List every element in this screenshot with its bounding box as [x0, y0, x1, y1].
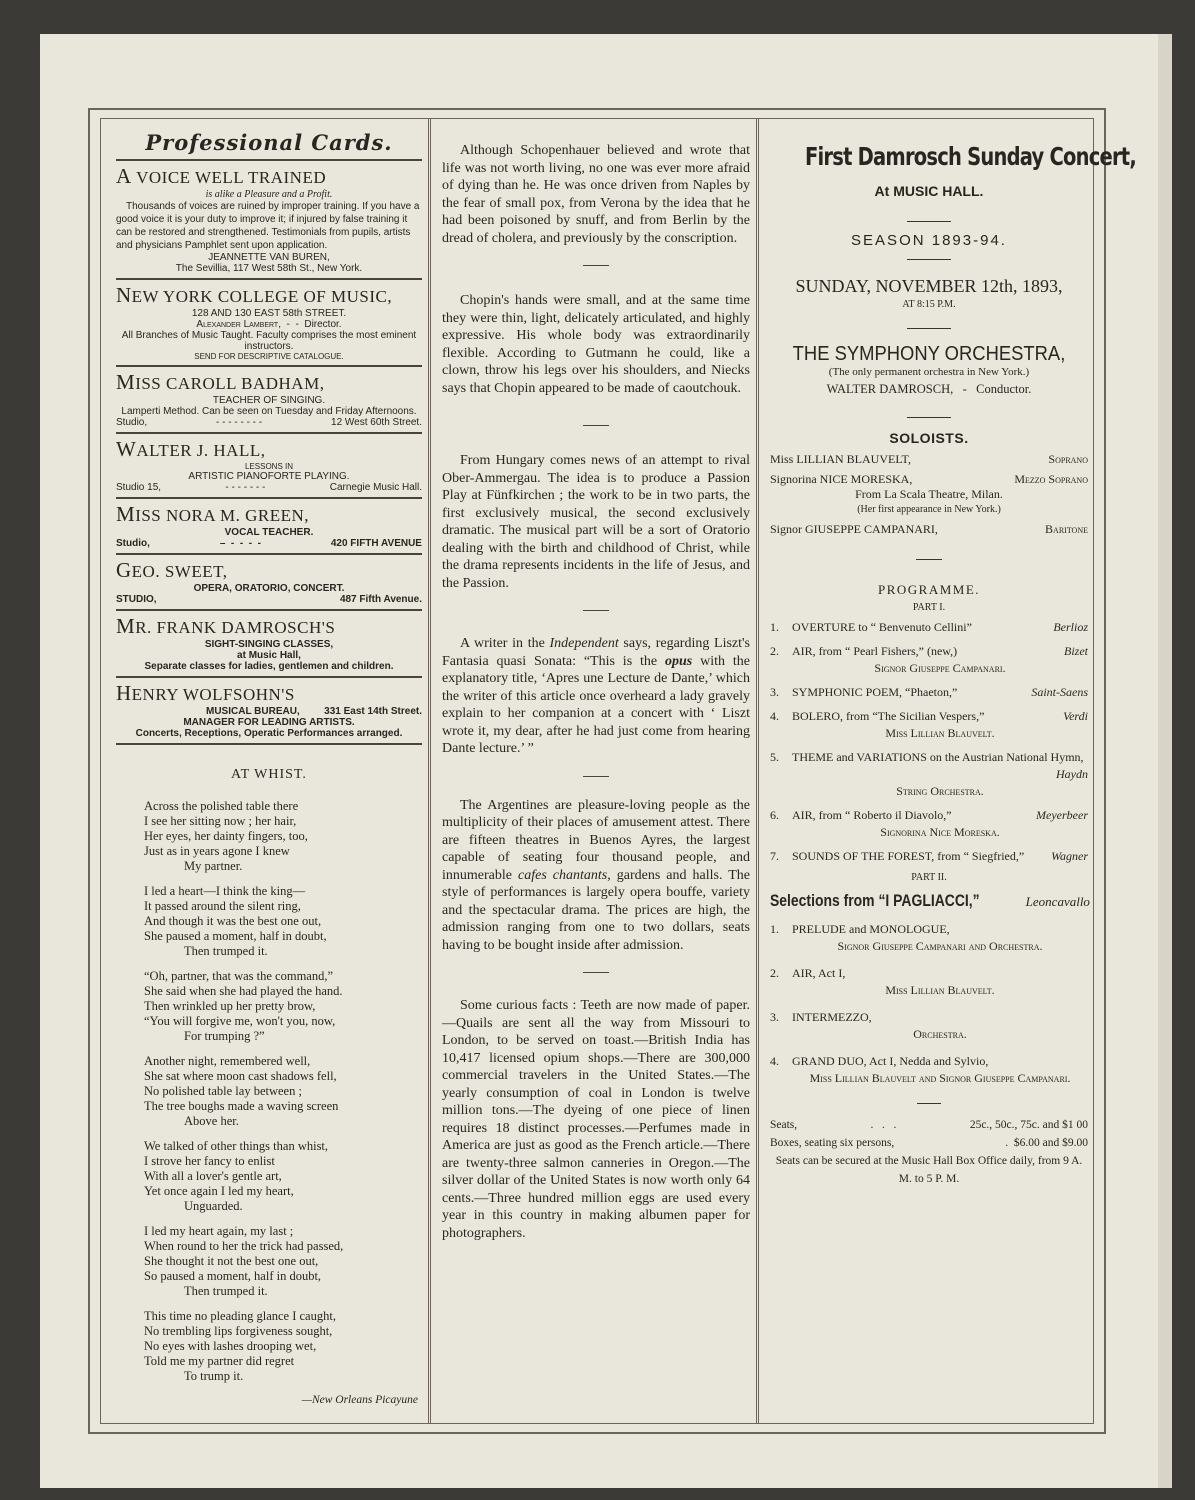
item-text: GRAND DUO, Act I, Nedda and Sylvio, Miss Lillian Blauvelt and Signor Giuseppe Campanari. — [792, 1053, 1088, 1087]
rule — [907, 259, 951, 260]
programme-heading: PROGRAMME. — [877, 582, 981, 597]
rule — [907, 417, 951, 418]
card-address: 128 AND 130 EAST 58th STREET. — [191, 308, 347, 319]
card-nycm — [116, 280, 422, 367]
poem-line: No eyes with lashes drooping wet, — [144, 1339, 317, 1353]
item-performer: Miss Lillian Blauvelt. — [885, 726, 995, 740]
card-body: Thousands of voices are ruined by improper training. If you have a good voice it is your duty to improve it; if injured by false training it can be restored and strengthened. Testimonials from pupils, artists and physicians Pamphlet sent upon application. — [116, 201, 420, 251]
poem-line: No trembling lips forgiveness sought, — [144, 1324, 333, 1338]
poem-line: Another night, remembered well, — [144, 1054, 311, 1068]
item-composer: Bizet — [1064, 644, 1088, 658]
poem-line: To trump it. — [184, 1369, 244, 1383]
programme-part-one — [770, 619, 1088, 865]
poem-line: We talked of other things than whist, — [144, 1139, 329, 1153]
card-studio-row: STUDIO, 487 Fifth Avenue. — [116, 594, 422, 605]
poem-line: I led a heart—I think the king— — [144, 884, 306, 898]
box-office: Seats can be secured at the Music Hall Box Office daily, from 9 A. M. to 5 P. M. — [775, 1155, 1083, 1185]
programme-item — [770, 965, 1088, 999]
item-number: 4. — [770, 1054, 779, 1068]
column-professional-cards — [116, 122, 422, 1406]
poem-credit: —New Orleans Picayune — [301, 1394, 418, 1406]
card-line: MUSICAL BUREAU, 331 East 14th Street. — [206, 706, 422, 717]
card-contact: JEANNETTE VAN BUREN, — [208, 252, 330, 263]
separator — [583, 972, 609, 973]
card-studio-row: Studio, - - - - - - - - 12 West 60th Street. — [116, 417, 422, 428]
column-divider-right — [756, 118, 759, 1424]
poem-line: So paused a moment, half in doubt, — [144, 1269, 322, 1283]
card-line: MANAGER FOR LEADING ARTISTS. — [183, 717, 355, 728]
card-sweet — [116, 555, 422, 611]
card-name: MISS CAROLL BADHAM, — [116, 370, 325, 394]
card-name: WALTER J. HALL, — [116, 437, 266, 461]
soloists-heading: SOLOISTS. — [889, 430, 969, 446]
item-text: SOUNDS OF THE FOREST, from “ Siegfried,” Wagner — [792, 849, 1088, 863]
soloist-1: Miss LILLIAN BLAUVELT, Soprano — [770, 452, 1088, 466]
column-articles — [442, 142, 750, 1242]
card-studio-row: Studio, – - - - - 420 FIFTH AVENUE — [116, 538, 422, 549]
poem-line: Then trumped it. — [184, 1284, 268, 1298]
article-liszt: A writer in the Independent says, regarding Liszt's Fantasia quasi Sonata: “This is the opus with the explanatory title, ‘Apres une Lecture de Dante,’ which the writer of this article once overheard a lady gravely explain to her companion at a concert with ‘ Liszt wrote it, my dear, after he had just come from hearing Dante lecture.’ ” — [442, 636, 750, 756]
programme-item — [770, 848, 1088, 865]
card-address: The Sevillia, 117 West 58th St., New York. — [175, 263, 363, 274]
item-performer: Signorina Nice Moreska. — [880, 825, 1000, 839]
item-text: PRELUDE and MONOLOGUE, Signor Giuseppe Campanari and Orchestra. — [792, 921, 1088, 955]
item-number: 1. — [770, 620, 779, 634]
seats-row: Seats, . . . 25c., 50c., 75c. and $1 00 — [770, 1119, 1088, 1131]
card-line: SIGHT-SINGING CLASSES, — [204, 639, 334, 650]
programme-item — [770, 1009, 1088, 1043]
part-one-label: PART I. — [912, 602, 946, 613]
column-program — [770, 122, 1136, 1188]
item-number: 6. — [770, 808, 779, 822]
card-hall — [116, 434, 422, 499]
poem-line: Unguarded. — [184, 1199, 243, 1213]
card-name: NEW YORK COLLEGE OF MUSIC, — [116, 283, 393, 307]
card-tagline: is alike a Pleasure and a Profit. — [205, 189, 333, 200]
card-studio-row: Studio 15, - - - - - - - Carnegie Music Hall. — [116, 482, 422, 493]
poem-stanza — [144, 1224, 422, 1299]
concert-title: First Damrosch Sunday Concert, — [804, 142, 1136, 171]
programme-item — [770, 921, 1088, 955]
item-number: 2. — [770, 644, 779, 658]
separator — [583, 265, 609, 266]
poem-line: It passed around the silent ring, — [144, 899, 301, 913]
seats-info — [770, 1116, 1088, 1188]
poem-line: She sat where moon cast shadows fell, — [144, 1069, 337, 1083]
card-line: at Music Hall, — [237, 650, 301, 661]
boxes-row: Boxes, seating six persons, . $6.00 and $9.00 — [770, 1137, 1088, 1149]
poem-line: With all a lover's gentle art, — [144, 1169, 282, 1183]
item-performer: Miss Lillian Blauvelt and Signor Giuseppe Campanari. — [809, 1071, 1071, 1085]
poem-line: Just as in years agone I knew — [144, 844, 290, 858]
item-composer: Saint-Saens — [1031, 685, 1088, 699]
poem-line: “You will forgive me, won't you, now, — [144, 1014, 336, 1028]
item-text: AIR, Act I, Miss Lillian Blauvelt. — [792, 965, 1088, 999]
poem-line: She said when she had played the hand. — [144, 984, 343, 998]
article-argentines: The Argentines are pleasure-loving people as the multiplicity of their places of amusement attest. There are fifteen theatres in Buenos Ayres, the largest capable of seating four thousand people, and innumerable cafes chantants, gardens and halls. The style of performances is largely opera bouffe, variety and the spectacular drama. The prices are high, the admission ranging from one to two dollars, seats having to be bought inside after admission. — [442, 797, 750, 953]
poem-line: Her eyes, her dainty fingers, too, — [144, 829, 308, 843]
card-green — [116, 499, 422, 555]
item-performer: Signor Giuseppe Campanari. — [874, 661, 1006, 675]
card-line: Concerts, Receptions, Operatic Performances arranged. — [135, 728, 403, 739]
item-composer: Meyerbeer — [1036, 808, 1088, 822]
item-text: THEME and VARIATIONS on the Austrian National Hymn, Haydn String Orchestra. — [792, 750, 1088, 798]
poem-line: My partner. — [184, 859, 243, 873]
poem-line: Across the polished table there — [144, 799, 299, 813]
card-name: MR. FRANK DAMROSCH'S — [116, 614, 336, 638]
card-name: HENRY WOLFSOHN'S — [116, 681, 295, 705]
poem-line: She paused a moment, half in doubt, — [144, 929, 327, 943]
rule — [916, 559, 942, 560]
programme-item — [770, 643, 1088, 677]
card-wolfsohn — [116, 678, 422, 745]
concert-date: SUNDAY, NOVEMBER 12th, 1893, — [795, 276, 1063, 296]
rule — [917, 1103, 941, 1104]
item-number: 7. — [770, 849, 779, 863]
card-line: Separate classes for ladies, gentlemen and children. — [144, 661, 394, 672]
conductor: WALTER DAMROSCH, - Conductor. — [826, 382, 1032, 396]
poem-line: I see her sitting now ; her hair, — [144, 814, 297, 828]
soloists-list — [770, 452, 1088, 537]
poem-line: Then trumped it. — [184, 944, 268, 958]
soloist-note: (Her first appearance in New York.) — [857, 504, 1001, 515]
programme-item — [770, 807, 1088, 841]
item-performer: Orchestra. — [913, 1027, 967, 1041]
poem-line: No polished table lay between ; — [144, 1084, 302, 1098]
poem-line: “Oh, partner, that was the command,” — [144, 969, 334, 983]
card-role: TEACHER OF SINGING. — [212, 395, 326, 406]
orchestra-note: (The only permanent orchestra in New York.) — [828, 366, 1030, 378]
item-number: 1. — [770, 922, 779, 936]
poem-stanza — [144, 799, 422, 874]
item-composer: Verdi — [1063, 709, 1088, 723]
part-two-label: PART II. — [911, 872, 947, 883]
item-performer: Signor Giuseppe Campanari and Orchestra. — [837, 939, 1043, 953]
separator — [583, 425, 609, 426]
soloist-2: Signorina NICE MORESKA, Mezzo Soprano — [770, 472, 1088, 486]
item-performer: Miss Lillian Blauvelt. — [885, 983, 995, 997]
item-text: SYMPHONIC POEM, “Phaeton,” Saint-Saens — [792, 685, 1088, 699]
article-curious-facts: Some curious facts : Teeth are now made of paper.—Quails are sent all the way from Missouri to London, to be served on toast.—British India has 10,417 licensed opium shops.—There are 300,000 commercial travelers in the United States.—The yearly consumption of coal in London is twelve million tons.—The dyeing of one piece of linen requires 18 distinct processes.—Perfumes made in America are just as good as the French article.—There are twenty-three salmon canneries in Oregon.—The silver dollar of the United States is now worth only 64 cents.—Three hundred million eggs are used every year in this country in making albumen paper for photographers. — [442, 998, 750, 1241]
poem-line: Then wrinkled up her pretty brow, — [144, 999, 316, 1013]
rule — [907, 221, 951, 222]
item-number: 4. — [770, 709, 779, 723]
item-performer: String Orchestra. — [896, 784, 984, 798]
programme-item — [770, 684, 1088, 701]
article-hungary: From Hungary comes news of an attempt to rival Ober-Ammergau. The idea is to produce a Passion Play at Fünfkirchen ; the work to be in two parts, the first exclusively musical, the second exclusively dramatic. The musical part will be a sort of Oratorio dealing with the birth and childhood of Christ, while the drama represents incidents in the life of Jesus, and the Passion. — [442, 453, 750, 591]
page-edge-tab — [1158, 34, 1172, 1488]
item-text: AIR, from “ Pearl Fishers,” (new,) Bizet Signor Giuseppe Campanari. — [792, 644, 1088, 675]
card-voice — [116, 159, 422, 280]
separator — [583, 776, 609, 777]
rule — [907, 328, 951, 329]
poem-stanza — [144, 1309, 422, 1384]
poem-title: AT WHIST. — [231, 767, 307, 782]
programme-part-two — [770, 921, 1088, 1087]
item-text: OVERTURE to “ Benvenuto Cellini” Berlioz — [792, 620, 1088, 634]
card-badham — [116, 367, 422, 434]
poem-line: The tree boughs made a waving screen — [144, 1099, 339, 1113]
poem-line: I led my heart again, my last ; — [144, 1224, 294, 1238]
item-composer: Berlioz — [1053, 620, 1088, 634]
item-composer: Wagner — [1051, 849, 1088, 863]
poem-stanza — [144, 969, 422, 1044]
card-line: ARTISTIC PIANOFORTE PLAYING. — [188, 471, 350, 482]
item-text: BOLERO, from “The Sicilian Vespers,” Verdi Miss Lillian Blauvelt. — [792, 709, 1088, 740]
soloist-note: From La Scala Theatre, Milan. — [855, 487, 1003, 501]
poem-stanza — [144, 884, 422, 959]
item-composer: Haydn — [1056, 767, 1088, 781]
poem-line: I strove her fancy to enlist — [144, 1154, 275, 1168]
column-divider-left — [428, 118, 431, 1424]
item-number: 2. — [770, 966, 779, 980]
poem-line: She thought it not the best one out, — [144, 1254, 319, 1268]
concert-time: AT 8:15 P.M. — [902, 299, 956, 310]
card-body: Lamperti Method. Can be seen on Tuesday and Friday Afternoons. — [121, 406, 417, 417]
poem-line: This time no pleading glance I caught, — [144, 1309, 336, 1323]
soloist-3: Signor GIUSEPPE CAMPANARI, Baritone — [770, 522, 1088, 536]
programme-item — [770, 708, 1088, 742]
selections-heading: Selections from “I PAGLIACCI,” Leoncavallo — [770, 891, 1090, 910]
card-name: MISS NORA M. GREEN, — [116, 502, 310, 526]
cards-title: Professional Cards. — [145, 130, 393, 155]
season: SEASON 1893-94. — [851, 232, 1007, 249]
item-text: INTERMEZZO, Orchestra. — [792, 1009, 1088, 1043]
article-schopenhauer: Although Schopenhauer believed and wrote that life was not worth living, no one was ever more afraid of dying than he. He was once driven from Naples by the fear of small pox, from Verona by the idea that he had been poisoned by snuff, and from Berlin by the dread of cholera, and previously by the conscription. — [442, 143, 750, 246]
poem-stanza — [144, 1139, 422, 1214]
card-director: Alexander Lambert, - - Director. — [196, 319, 342, 330]
poem-line: Above her. — [184, 1114, 239, 1128]
programme-item — [770, 1053, 1088, 1087]
card-role: OPERA, ORATORIO, CONCERT. — [193, 583, 345, 594]
poem-stanza — [144, 1054, 422, 1129]
programme-item — [770, 619, 1088, 636]
poem-line: When round to her the trick had passed, — [144, 1239, 344, 1253]
item-number: 5. — [770, 750, 779, 764]
item-number: 3. — [770, 1010, 779, 1024]
card-line: LESSONS IN — [244, 462, 293, 471]
card-name: A VOICE WELL TRAINED — [116, 164, 327, 188]
item-text: AIR, from “ Roberto il Diavolo,” Meyerbeer Signorina Nice Moreska. — [792, 808, 1088, 839]
poem-line: For trumping ?” — [184, 1029, 265, 1043]
poem-line: Yet once again I led my heart, — [144, 1184, 294, 1198]
orchestra-name: THE SYMPHONY ORCHESTRA, — [792, 343, 1066, 365]
programme-item — [770, 749, 1088, 800]
card-frank-damrosch — [116, 611, 422, 678]
venue: At MUSIC HALL. — [874, 183, 984, 199]
card-catalogue: SEND FOR DESCRIPTIVE CATALOGUE. — [194, 352, 344, 361]
poem-body — [116, 799, 422, 1384]
separator — [583, 610, 609, 611]
card-body: All Branches of Music Taught. Faculty comprises the most eminent instructors. — [121, 330, 417, 352]
card-name: GEO. SWEET, — [116, 558, 228, 582]
article-chopin: Chopin's hands were small, and at the same time they were thin, light, delicately articulated, and highly expressive. His whole body was extraordinarily flexible. According to Gutmann he could, like a clown, throw his legs over his shoulders, and Niecks says that Chopin appeared to be made of caoutchouk. — [442, 293, 750, 396]
card-role: VOCAL TEACHER. — [224, 527, 314, 538]
item-number: 3. — [770, 685, 779, 699]
poem-line: Told me my partner did regret — [144, 1354, 295, 1368]
poem-line: And though it was the best one out, — [144, 914, 322, 928]
